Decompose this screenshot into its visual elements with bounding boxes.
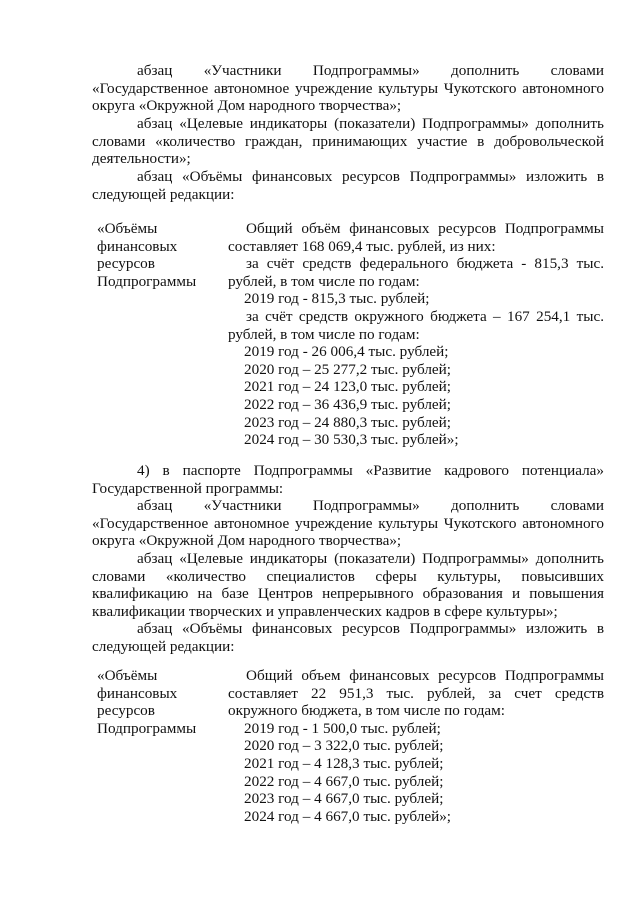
text-line: абзац «Участники Подпрограммы» дополнить словами — [137, 62, 604, 79]
text-line: ресурсов — [97, 255, 155, 273]
text-line: 2022 год – 4 667,0 тыс. рублей; — [244, 772, 444, 790]
text-line: абзац «Объёмы финансовых ресурсов Подпрограммы» изложить в — [137, 168, 604, 185]
text-line: Общий объём финансовых ресурсов Подпрограммы — [246, 220, 604, 237]
text-line: округа «Окружной Дом народного творчества»; — [92, 532, 402, 550]
paragraph-section-heading — [92, 462, 604, 497]
finance-value — [228, 220, 604, 449]
text-line: «Государственное автономное учреждение культуры Чукотского автономного — [92, 514, 604, 532]
text-line: Подпрограммы — [97, 272, 197, 290]
text-line: словами «количество граждан, принимающих участие в добровольческой — [92, 132, 604, 150]
text-line: 2024 год – 4 667,0 тыс. рублей»; — [244, 807, 452, 825]
text-line: финансовых — [97, 237, 178, 255]
text-line: 2019 год - 26 006,4 тыс. рублей; — [244, 343, 449, 361]
text-line: деятельности»; — [92, 150, 191, 168]
paragraph-participants — [92, 497, 604, 550]
text-line: 2024 год – 30 530,3 тыс. рублей»; — [244, 431, 459, 449]
text-line: «Объёмы — [97, 220, 158, 237]
paragraph-finance-intro — [92, 620, 604, 655]
paragraph-finance-intro — [92, 168, 604, 203]
text-line: 2020 год – 3 322,0 тыс. рублей; — [244, 737, 444, 755]
text-line: за счёт средств федерального бюджета - 815,3 тыс. — [246, 255, 604, 273]
finance-label — [97, 667, 217, 737]
text-line: рублей, в том числе по годам: — [228, 325, 420, 343]
text-line: следующей редакции: — [92, 637, 235, 655]
text-line: составляет 22 951,3 тыс. рублей, за счет средств — [228, 684, 604, 702]
finance-label — [97, 220, 217, 290]
text-line: Государственной программы: — [92, 479, 284, 497]
text-line: составляет 168 069,4 тыс. рублей, из них: — [228, 237, 496, 255]
text-line: абзац «Объёмы финансовых ресурсов Подпрограммы» изложить в — [137, 620, 604, 637]
text-line: 2019 год - 1 500,0 тыс. рублей; — [244, 719, 441, 737]
text-line: Подпрограммы — [97, 719, 197, 737]
text-line: 2021 год – 4 128,3 тыс. рублей; — [244, 754, 444, 772]
text-line: 2023 год – 4 667,0 тыс. рублей; — [244, 790, 444, 808]
paragraph-participants — [92, 62, 604, 115]
text-line: окружного бюджета, в том числе по годам: — [228, 702, 505, 720]
text-line: 2022 год – 36 436,9 тыс. рублей; — [244, 395, 452, 413]
text-line: квалификацию на базе Центров непрерывного образования и повышения — [92, 585, 604, 603]
text-line: 2020 год – 25 277,2 тыс. рублей; — [244, 360, 452, 378]
text-line: абзац «Целевые индикаторы (показатели) Подпрограммы» дополнить — [137, 115, 604, 132]
paragraph-indicators — [92, 115, 604, 168]
text-line: округа «Окружной Дом народного творчества»; — [92, 97, 402, 115]
text-line: ресурсов — [97, 702, 155, 720]
text-line: «Государственное автономное учреждение культуры Чукотского автономного — [92, 79, 604, 97]
text-line: за счёт средств окружного бюджета – 167 254,1 тыс. — [246, 307, 604, 325]
text-line: словами «количество специалистов сферы культуры, повысивших — [92, 567, 604, 585]
text-line: абзац «Целевые индикаторы (показатели) Подпрограммы» дополнить — [137, 550, 604, 567]
text-line: 2023 год – 24 880,3 тыс. рублей; — [244, 413, 452, 431]
text-line: квалификации творческих и управленческих кадров в сфере культуры»; — [92, 602, 558, 620]
text-line: финансовых — [97, 684, 178, 702]
text-line: рублей, в том числе по годам: — [228, 272, 420, 290]
text-line: 4) в паспорте Подпрограммы «Развитие кадрового потенциала» — [137, 462, 604, 479]
text-line: следующей редакции: — [92, 185, 235, 203]
text-line: 2019 год - 815,3 тыс. рублей; — [244, 290, 430, 308]
text-line: 2021 год – 24 123,0 тыс. рублей; — [244, 378, 452, 396]
paragraph-indicators — [92, 550, 604, 620]
finance-value — [228, 667, 604, 825]
text-line: «Объёмы — [97, 667, 158, 684]
text-line: Общий объем финансовых ресурсов Подпрограммы — [246, 667, 604, 684]
text-line: абзац «Участники Подпрограммы» дополнить словами — [137, 497, 604, 514]
